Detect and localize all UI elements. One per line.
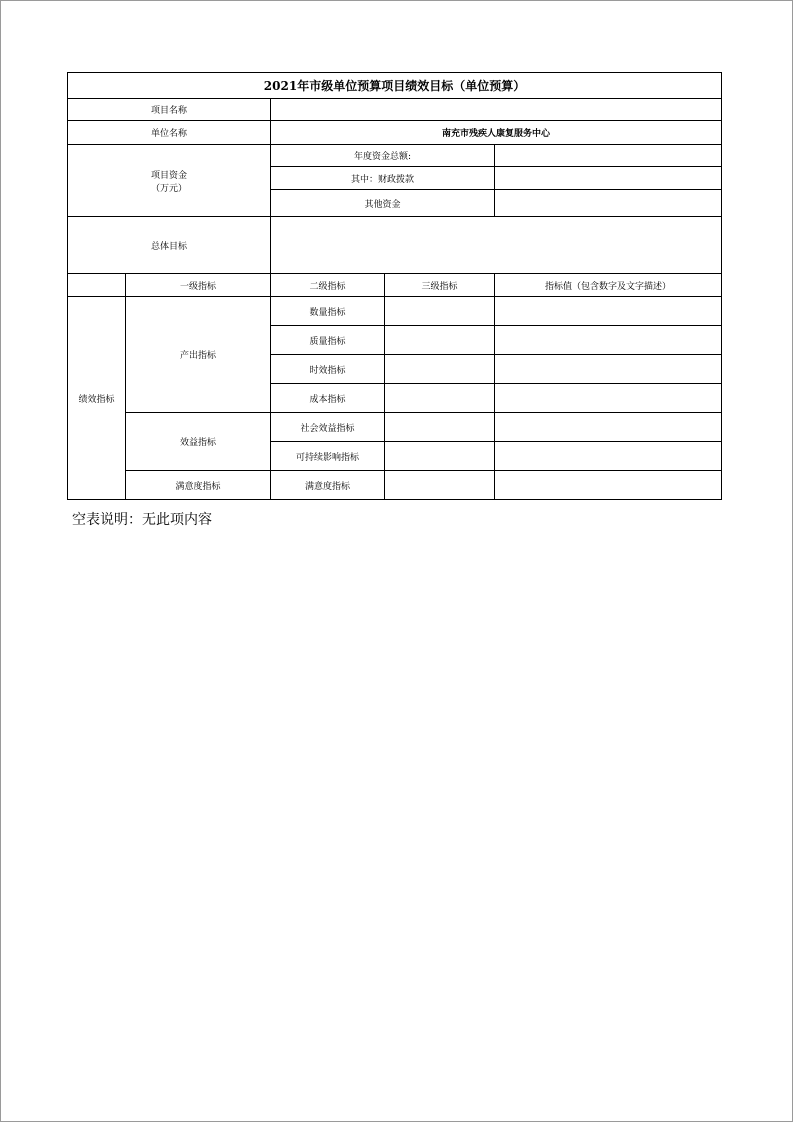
project-funds-label-line1: 项目资金	[150, 170, 187, 181]
overall-goal-label: 总体目标	[68, 217, 271, 274]
level2-cost: 成本指标	[271, 384, 385, 413]
header-level1: 一级指标	[126, 274, 271, 297]
annual-total-label: 年度资金总额:	[271, 145, 495, 167]
value-cell	[495, 326, 722, 355]
fiscal-appropriation-label: 其中：财政拨款	[271, 167, 495, 190]
output-indicators-label: 产出指标	[126, 297, 271, 413]
project-name-value	[271, 99, 722, 121]
level2-quality: 质量指标	[271, 326, 385, 355]
value-cell	[495, 471, 722, 500]
project-name-label: 项目名称	[68, 99, 271, 121]
header-level2: 二级指标	[271, 274, 385, 297]
other-funds-label: 其他资金	[271, 190, 495, 217]
level3-cell	[385, 442, 495, 471]
level2-quantity: 数量指标	[271, 297, 385, 326]
fiscal-appropriation-value	[495, 167, 722, 190]
level3-cell	[385, 326, 495, 355]
value-cell	[495, 384, 722, 413]
project-funds-label-line2: （万元）	[150, 183, 187, 194]
unit-name-value: 南充市残疾人康复服务中心	[271, 121, 722, 145]
level3-cell	[385, 355, 495, 384]
value-cell	[495, 413, 722, 442]
value-cell	[495, 355, 722, 384]
performance-indicators-label: 绩效指标	[68, 297, 126, 500]
annual-total-value	[495, 145, 722, 167]
value-cell	[495, 442, 722, 471]
level2-satisfaction: 满意度指标	[271, 471, 385, 500]
level3-cell	[385, 297, 495, 326]
overall-goal-value	[271, 217, 722, 274]
level3-cell	[385, 413, 495, 442]
benefit-indicators-label: 效益指标	[126, 413, 271, 471]
level3-cell	[385, 471, 495, 500]
level2-timeliness: 时效指标	[271, 355, 385, 384]
level2-sustainable-impact: 可持续影响指标	[271, 442, 385, 471]
header-level3: 三级指标	[385, 274, 495, 297]
level2-social-benefit: 社会效益指标	[271, 413, 385, 442]
project-funds-label	[68, 145, 271, 217]
other-funds-value	[495, 190, 722, 217]
satisfaction-indicators-label: 满意度指标	[126, 471, 271, 500]
level3-cell	[385, 384, 495, 413]
value-cell	[495, 297, 722, 326]
performance-goal-table	[67, 72, 722, 500]
table-title: 2021年市级单位预算项目绩效目标（单位预算）	[68, 73, 722, 99]
header-blank	[68, 274, 126, 297]
header-value: 指标值（包含数字及文字描述）	[495, 274, 722, 297]
unit-name-label: 单位名称	[68, 121, 271, 145]
empty-table-note: 空表说明：无此项内容	[72, 512, 212, 528]
